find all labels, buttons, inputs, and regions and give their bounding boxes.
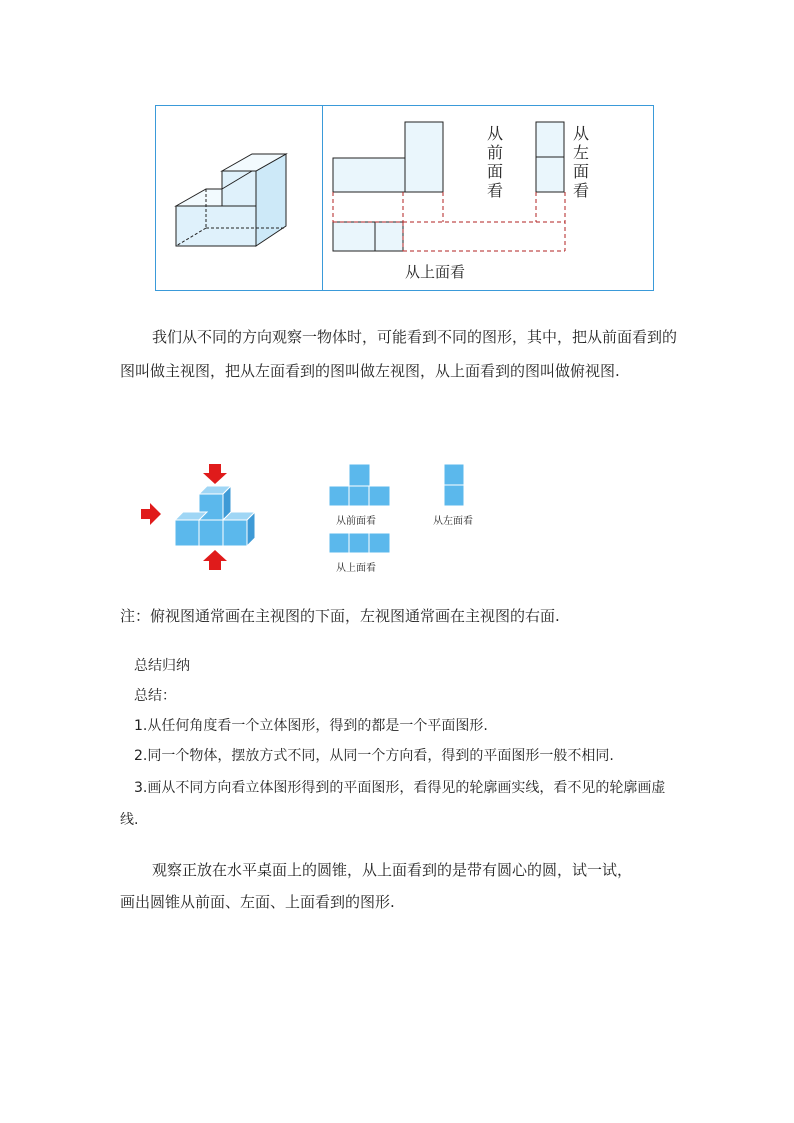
three-view-figure	[155, 105, 654, 291]
exercise-line-2: 画出圆锥从前面、左面、上面看到的图形.	[120, 893, 395, 911]
exercise-line-1: 观察正放在水平桌面上的圆锥，从上面看到的是带有圆心的圆，试一试，	[152, 861, 633, 879]
summary-item-3-cont: 线.	[120, 812, 139, 828]
label-cube-front: 从前面看	[336, 516, 376, 527]
summary-heading: 总结归纳	[134, 658, 190, 674]
solid-tall-front	[222, 171, 256, 206]
arrow-bottom-icon	[203, 550, 227, 570]
label-left-view: 从 左 面 看	[572, 124, 589, 200]
top-view-left	[333, 222, 375, 251]
front-view-tall	[405, 122, 443, 192]
label-cube-top: 从上面看	[336, 563, 376, 574]
summary-item-3: 3.画从不同方向看立体图形得到的平面图形，看得见的轮廓画实线，看不见的轮廓画虚	[134, 780, 666, 796]
summary-subheading: 总结：	[134, 688, 176, 704]
summary-item-2: 2.同一个物体，摆放方式不同，从同一个方向看，得到的平面图形一般不相同.	[134, 748, 614, 764]
solid-step-top	[176, 189, 222, 206]
arrow-left-icon	[141, 503, 161, 525]
definition-paragraph: 我们从不同的方向观察一物体时，可能看到不同的图形，其中，把从前面看到的图叫做主视图，把从左面看到的图叫做左视图，从上面看到的图叫做俯视图.	[120, 328, 678, 380]
left-view-top	[536, 122, 564, 157]
label-cube-left: 从左面看	[433, 516, 473, 527]
arrow-top-icon	[203, 464, 227, 484]
step-solid-drawing	[156, 106, 322, 292]
note-text: 注：俯视图通常画在主视图的下面，左视图通常画在主视图的右面.	[120, 607, 560, 625]
front-view-low	[333, 158, 405, 192]
solid-front-face	[176, 206, 256, 246]
label-front-view: 从 前 面 看	[486, 124, 503, 200]
summary-item-1: 1.从任何角度看一个立体图形，得到的都是一个平面图形.	[134, 718, 488, 734]
top-view-right	[375, 222, 403, 251]
label-top-view: 从上面看	[405, 263, 466, 281]
left-view-bottom	[536, 157, 564, 192]
